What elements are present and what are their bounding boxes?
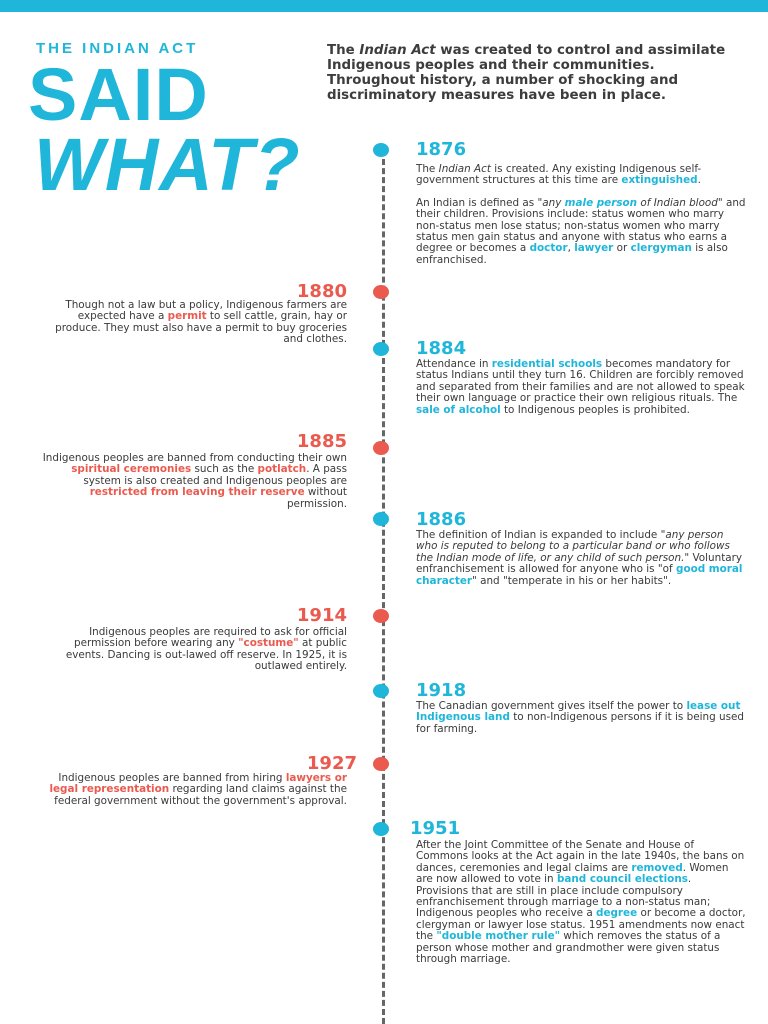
timeline-dot-1914 xyxy=(373,609,389,623)
event-1918-text: The Canadian government gives itself the power to lease out Indigenous land to non-Indigenous persons if it is being used for farming. xyxy=(416,700,744,735)
kicker-title: THE INDIAN ACT xyxy=(36,40,199,57)
event-1880-text: Though not a law but a policy, Indigenous farmers are expected have a permit to sell cattle, grain, hay or produce. They must also have a permit to buy groceries and clothes. xyxy=(55,299,347,346)
year-1886: 1886 xyxy=(416,509,467,530)
timeline-dot-1886 xyxy=(373,512,389,526)
event-1914-text: Indigenous peoples are required to ask for official permission before wearing any "costume" at public events. Dancing is out-lawed off reserve. In 1925, it is outlawed entirely. xyxy=(65,626,347,673)
timeline-dot-1918 xyxy=(373,684,389,698)
timeline-dot-1880 xyxy=(373,285,389,299)
year-1876: 1876 xyxy=(416,139,467,160)
event-1927-text: Indigenous peoples are banned from hiring lawyers or legal representation regarding land claims against the federal government without the government's approval. xyxy=(49,772,347,807)
year-1880: 1880 xyxy=(296,281,347,302)
timeline-dot-1927 xyxy=(373,757,389,771)
event-1876-text: The Indian Act is created. Any existing Indigenous self-government structures at this time are extinguished. An Indian is defined as "any male person of Indian blood" and their children. Provisions include: status women who marry non-status men lose status; non-status women who marry status men gain status and anyone with status who earns a degree or becomes a doctor, lawyer or clergyman is also enfranchised. xyxy=(416,163,746,266)
year-1914: 1914 xyxy=(296,605,347,626)
top-accent-bar xyxy=(0,0,768,12)
intro-paragraph: The Indian Act was created to control and assimilate Indigenous peoples and their communities. Throughout history, a number of shocking and discriminatory measures have been in place. xyxy=(327,43,726,103)
event-1886-text: The definition of Indian is expanded to include "any person who is reputed to belong to a particular band or who follows the Indian mode of life, or any child of such person." Voluntary enfranchisement is allowed for anyone who is "of good moral character" and "temperate in his or her habits". xyxy=(416,529,743,587)
year-1885: 1885 xyxy=(296,431,347,452)
timeline-dot-1951 xyxy=(373,822,389,836)
event-1951-text: After the Joint Committee of the Senate and House of Commons looks at the Act again in the late 1940s, the bans on dances, ceremonies and legal claims are removed. Women are now allowed to vote in band council elections. Provisions that are still in place include compulsory enfranchisement through marriage to a non-status man; Indigenous peoples who receive a degree or become a doctor, clergyman or lawyer lose status. 1951 amendments now enact the "double mother rule" which removes the status of a person whose mother and grandmother were given status through marriage. xyxy=(416,839,746,966)
timeline-spine xyxy=(382,150,385,1024)
timeline-dot-1876 xyxy=(373,143,389,157)
event-1884-text: Attendance in residential schools becomes mandatory for status Indians until they turn 16. Children are forcibly removed and separated from their families and are not allowed to speak their own language or practice their own religious rituals. The sale of alcohol to Indigenous peoples is prohibited. xyxy=(416,358,745,416)
year-1927: 1927 xyxy=(306,753,357,774)
headline-said: SAID xyxy=(28,53,209,136)
timeline-dot-1885 xyxy=(373,441,389,455)
timeline-dot-1884 xyxy=(373,342,389,356)
event-1885-text: Indigenous peoples are banned from conducting their own spiritual ceremonies such as the potlatch. A pass system is also created and Indigenous peoples are restricted from leaving their reserve without permission. xyxy=(42,452,347,510)
year-1951: 1951 xyxy=(410,818,461,839)
year-1884: 1884 xyxy=(416,338,467,359)
year-1918: 1918 xyxy=(416,680,467,701)
headline-what: WHAT? xyxy=(34,123,301,206)
